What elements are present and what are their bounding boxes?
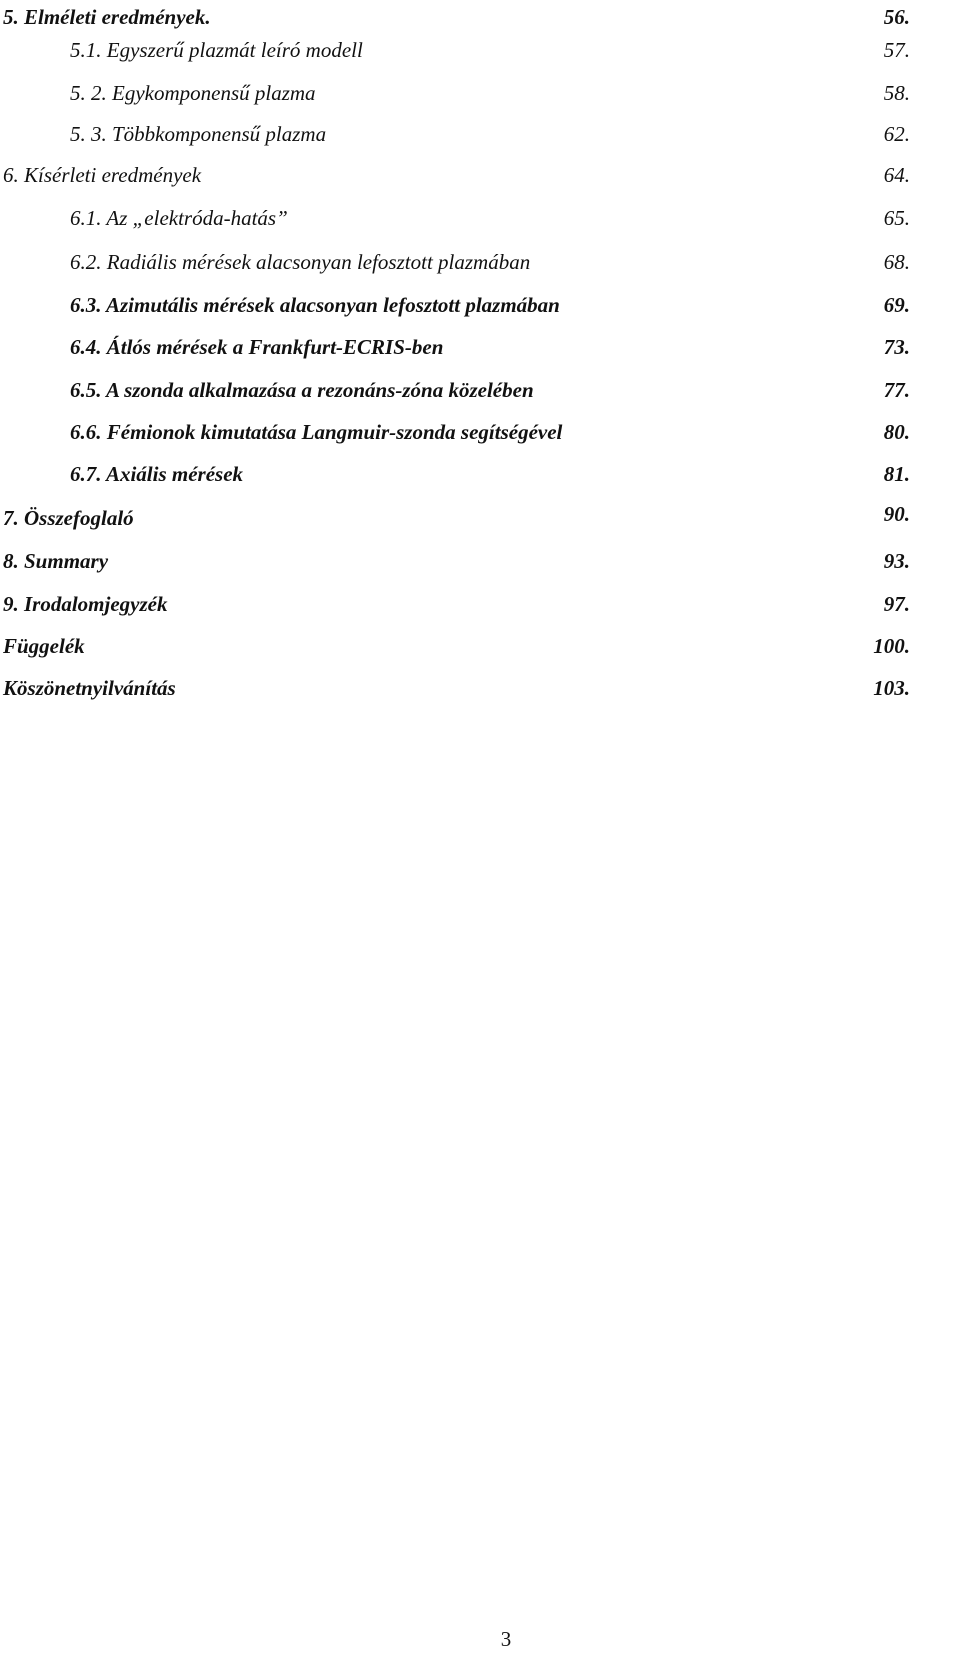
toc-entry-title: 6.1. Az „elektróda-hatás” bbox=[70, 206, 288, 230]
toc-entry-page: 103. bbox=[873, 676, 910, 700]
toc-entry-6-1 bbox=[0, 201, 960, 235]
toc-entry-title: 6.5. A szonda alkalmazása a rezonáns-zóna közelében bbox=[70, 378, 534, 402]
toc-entry-title: 5. 2. Egykomponensű plazma bbox=[70, 81, 316, 105]
toc-entry-title: 5. 3. Többkomponensű plazma bbox=[70, 122, 327, 146]
toc-entry-title: 7. Összefoglaló bbox=[3, 506, 134, 530]
toc-entry-page: 81. bbox=[883, 462, 910, 486]
toc-entry-title: 6.3. Azimutális mérések alacsonyan lefosztott plazmában bbox=[70, 293, 560, 317]
toc-entry-6-7 bbox=[0, 457, 960, 491]
toc-entry-page: 65. bbox=[883, 206, 910, 230]
toc-entry-6-6 bbox=[0, 415, 960, 449]
toc-entry-page: 73. bbox=[883, 335, 910, 359]
toc-entry-5-2 bbox=[0, 76, 960, 110]
toc-entry-page: 62. bbox=[883, 122, 910, 146]
toc-entry-appendix bbox=[0, 629, 960, 663]
toc-entry-5-3 bbox=[0, 117, 960, 151]
toc-entry-page: 58. bbox=[883, 81, 910, 105]
page-number: 3 bbox=[500, 1627, 512, 1651]
toc-entry-title: 9. Irodalomjegyzék bbox=[3, 592, 168, 616]
toc-entry-page: 56. bbox=[883, 5, 910, 29]
toc-entry-title: 8. Summary bbox=[3, 549, 109, 573]
toc-entry-8 bbox=[0, 544, 960, 578]
toc-entry-title: 5. Elméleti eredmények. bbox=[3, 5, 211, 29]
toc-entry-title: 5.1. Egyszerű plazmát leíró modell bbox=[70, 38, 363, 62]
toc-entry-page: 90. bbox=[883, 502, 910, 526]
toc-entry-page: 69. bbox=[883, 293, 910, 317]
toc-entry-page: 64. bbox=[883, 163, 910, 187]
toc-entry-title: 6.4. Átlós mérések a Frankfurt-ECRIS-ben bbox=[70, 335, 444, 359]
toc-entry-5-1 bbox=[0, 33, 960, 67]
toc-entry-title: Köszönetnyilvánítás bbox=[3, 676, 176, 700]
toc-entry-6-5 bbox=[0, 373, 960, 407]
toc-entry-page: 100. bbox=[873, 634, 910, 658]
toc-entry-5 bbox=[0, 0, 960, 34]
toc-entry-title: 6.2. Radiális mérések alacsonyan lefosztott plazmában bbox=[70, 250, 531, 274]
toc-entry-page: 57. bbox=[883, 38, 910, 62]
toc-entry-7 bbox=[0, 501, 960, 535]
toc-entry-9 bbox=[0, 587, 960, 621]
toc-entry-6-4 bbox=[0, 330, 960, 364]
toc-entry-title: 6.7. Axiális mérések bbox=[70, 462, 244, 486]
toc-entry-page: 97. bbox=[883, 592, 910, 616]
toc-entry-title: Függelék bbox=[3, 634, 85, 658]
toc-entry-acknowledgements bbox=[0, 671, 960, 705]
toc-entry-page: 68. bbox=[883, 250, 910, 274]
toc-entry-title: 6. Kísérleti eredmények bbox=[3, 163, 202, 187]
toc-entry-page: 93. bbox=[883, 549, 910, 573]
toc-entry-title: 6.6. Fémionok kimutatása Langmuir-szonda segítségével bbox=[70, 420, 563, 444]
toc-entry-6-3 bbox=[0, 288, 960, 322]
table-of-contents bbox=[0, 0, 960, 720]
toc-entry-6-2 bbox=[0, 245, 960, 279]
toc-entry-page: 77. bbox=[883, 378, 910, 402]
toc-entry-page: 80. bbox=[883, 420, 910, 444]
toc-entry-6 bbox=[0, 158, 960, 192]
